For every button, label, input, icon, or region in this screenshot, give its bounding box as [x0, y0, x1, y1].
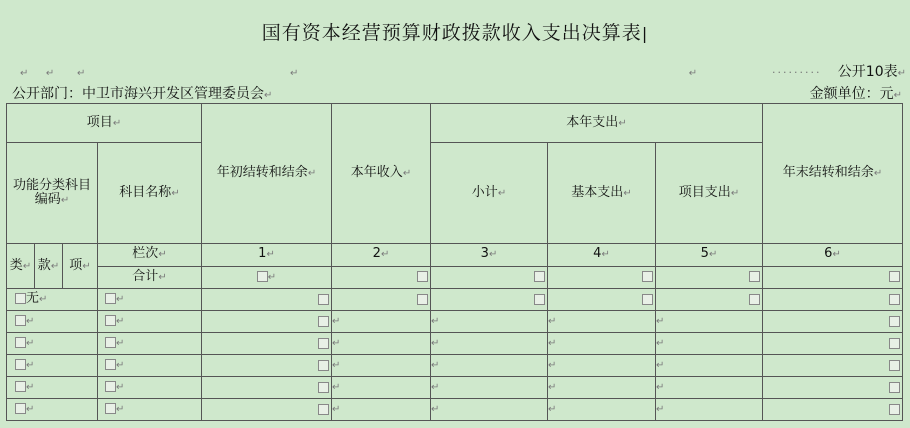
row-income[interactable]: ↵: [332, 399, 431, 421]
header-xiang: 项↵: [63, 244, 98, 289]
total-project[interactable]: [656, 266, 763, 289]
row-basic[interactable]: ↵: [548, 333, 656, 355]
header-income: 本年收入↵: [332, 104, 431, 244]
amount-unit-label: 金额单位：元↵: [809, 86, 902, 102]
row-project[interactable]: ↵: [656, 311, 763, 333]
header-item: 项目↵: [7, 104, 202, 143]
header-func-code: 功能分类科目编码↵: [7, 143, 98, 244]
row-code[interactable]: ↵: [7, 311, 98, 333]
table-number: 公开10表↵: [837, 64, 906, 80]
department-label: 公开部门：中卫市海兴开发区管理委员会↵: [12, 86, 273, 102]
row-project[interactable]: ↵: [656, 377, 763, 399]
row-subject-name[interactable]: ↵: [98, 399, 202, 421]
table-row: [7, 377, 903, 399]
col-number: 5↵: [656, 244, 763, 267]
row-begin-balance[interactable]: [202, 311, 332, 333]
total-label: 合计↵: [98, 266, 202, 289]
row-subtotal[interactable]: [431, 289, 548, 311]
col-number: 2↵: [332, 244, 431, 267]
header-subject-name: 科目名称↵: [98, 143, 202, 244]
row-project[interactable]: [656, 289, 763, 311]
header-subtotal: 小计↵: [431, 143, 548, 244]
total-income[interactable]: [332, 266, 431, 289]
header-lei: 类↵: [7, 244, 35, 289]
return-marks-mid: ↵ ↵: [290, 68, 700, 79]
header-begin-balance: 年初结转和结余↵: [202, 104, 332, 244]
row-end-balance[interactable]: [763, 333, 903, 355]
col-number: 1↵: [202, 244, 332, 267]
row-end-balance[interactable]: [763, 355, 903, 377]
row-subtotal[interactable]: ↵: [431, 377, 548, 399]
return-marks-left: ↵ ↵ ↵: [20, 68, 88, 79]
col-number: 6↵: [763, 244, 903, 267]
row-project[interactable]: ↵: [656, 399, 763, 421]
budget-table: [6, 103, 903, 421]
header-basic: 基本支出↵: [548, 143, 656, 244]
row-code[interactable]: ↵: [7, 355, 98, 377]
row-income[interactable]: [332, 289, 431, 311]
header-end-balance: 年末结转和结余↵: [763, 104, 903, 244]
row-basic[interactable]: [548, 289, 656, 311]
row-end-balance[interactable]: [763, 289, 903, 311]
row-basic[interactable]: ↵: [548, 311, 656, 333]
table-row: [7, 399, 903, 421]
row-code[interactable]: 无↵: [7, 289, 98, 311]
header-project: 项目支出↵: [656, 143, 763, 244]
row-begin-balance[interactable]: [202, 377, 332, 399]
row-income[interactable]: ↵: [332, 311, 431, 333]
row-subtotal[interactable]: ↵: [431, 399, 548, 421]
header-kuan: 款↵: [35, 244, 63, 289]
row-subtotal[interactable]: ↵: [431, 311, 548, 333]
row-basic[interactable]: ↵: [548, 399, 656, 421]
row-begin-balance[interactable]: [202, 289, 332, 311]
row-subject-name[interactable]: ↵: [98, 355, 202, 377]
row-project[interactable]: ↵: [656, 333, 763, 355]
row-end-balance[interactable]: [763, 311, 903, 333]
total-basic[interactable]: [548, 266, 656, 289]
row-income[interactable]: ↵: [332, 355, 431, 377]
header-expense: 本年支出↵: [431, 104, 763, 143]
col-number: 3↵: [431, 244, 548, 267]
row-begin-balance[interactable]: [202, 399, 332, 421]
total-begin-balance[interactable]: ↵: [202, 266, 332, 289]
table-row: [7, 333, 903, 355]
document-title: 国有资本经营预算财政拨款收入支出决算表|: [261, 22, 649, 44]
row-subject-name[interactable]: ↵: [98, 289, 202, 311]
leader-dots: ·········: [772, 66, 822, 79]
table-row: [7, 311, 903, 333]
row-basic[interactable]: ↵: [548, 355, 656, 377]
col-order-label: 栏次↵: [98, 244, 202, 267]
row-project[interactable]: ↵: [656, 355, 763, 377]
row-end-balance[interactable]: [763, 399, 903, 421]
row-subject-name[interactable]: ↵: [98, 311, 202, 333]
total-end-balance[interactable]: [763, 266, 903, 289]
row-basic[interactable]: ↵: [548, 377, 656, 399]
total-subtotal[interactable]: [431, 266, 548, 289]
row-end-balance[interactable]: [763, 377, 903, 399]
row-subject-name[interactable]: ↵: [98, 377, 202, 399]
row-income[interactable]: ↵: [332, 333, 431, 355]
row-code[interactable]: ↵: [7, 377, 98, 399]
row-subject-name[interactable]: ↵: [98, 333, 202, 355]
table-row: [7, 355, 903, 377]
table-row: [7, 289, 903, 311]
row-begin-balance[interactable]: [202, 355, 332, 377]
row-code[interactable]: ↵: [7, 333, 98, 355]
row-begin-balance[interactable]: [202, 333, 332, 355]
row-income[interactable]: ↵: [332, 377, 431, 399]
col-number: 4↵: [548, 244, 656, 267]
row-subtotal[interactable]: ↵: [431, 355, 548, 377]
row-subtotal[interactable]: ↵: [431, 333, 548, 355]
data-rows: [7, 289, 903, 421]
row-code[interactable]: ↵: [7, 399, 98, 421]
